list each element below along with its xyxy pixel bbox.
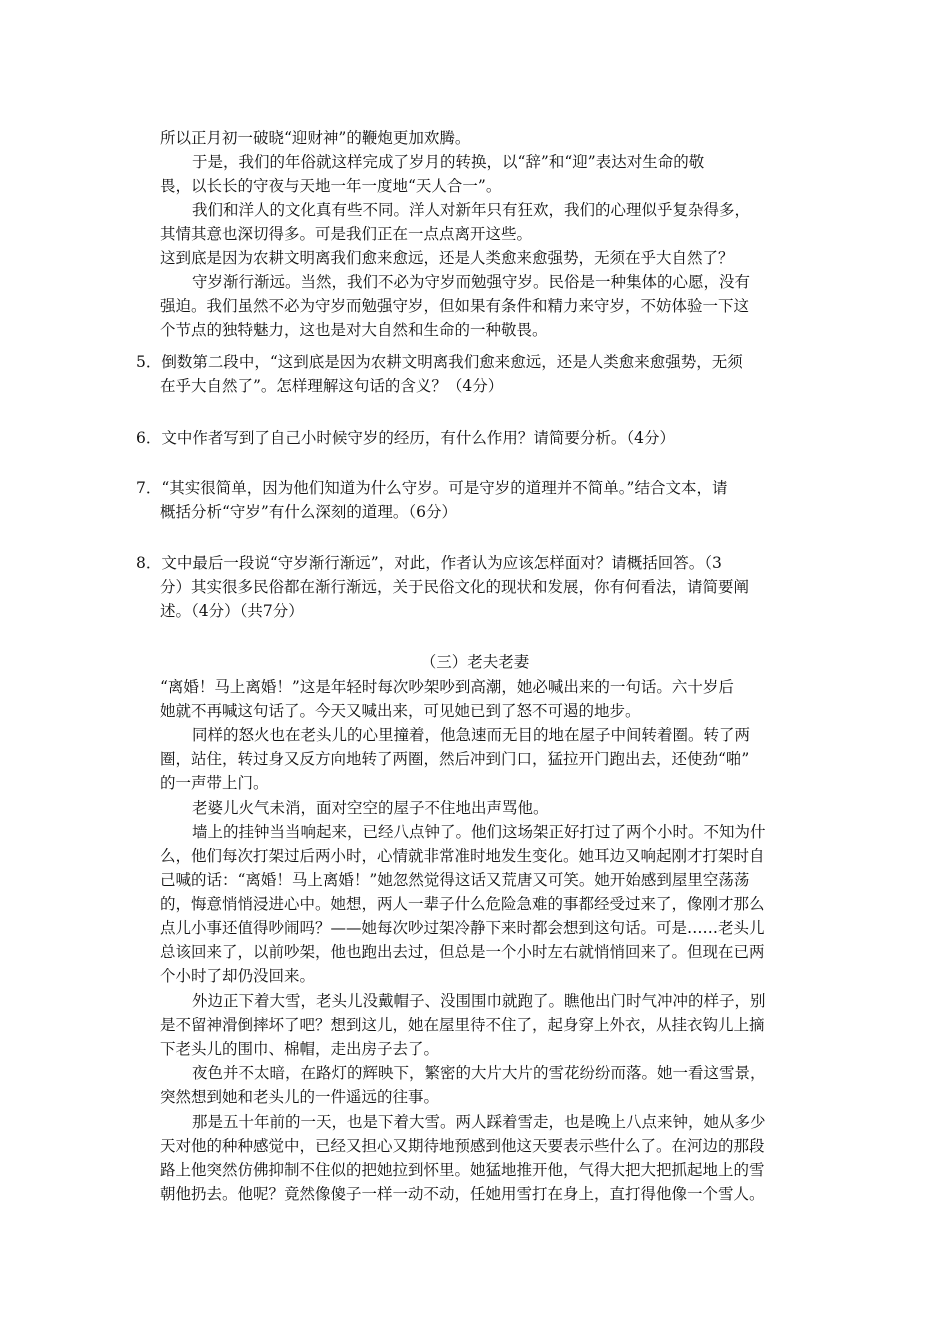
essay-line: 畏，以长长的守夜与天地一年一度地“天人合一”。	[160, 177, 502, 195]
essay-line: 这到底是因为农耕文明离我们愈来愈远，还是人类愈来愈强势，无须在乎大自然了？	[160, 249, 734, 267]
essay-line: 于是，我们的年俗就这样完成了岁月的转换，以“辞”和“迎”表达对生命的敬	[192, 153, 705, 171]
question-5-line: 5．倒数第二段中，“这到底是因为农耕文明离我们愈来愈远，还是人类愈来愈强势，无须	[136, 353, 743, 371]
question-8-line: 分）其实很多民俗都在渐行渐远，关于民俗文化的现状和发展，你有何看法，请简要阐	[160, 578, 750, 596]
essay-line: 我们和洋人的文化真有些不同。洋人对新年只有狂欢，我们的心理似乎复杂得多，	[192, 201, 751, 219]
essay-line: 所以正月初一破晓“迎财神”的鞭炮更加欢腾。	[160, 129, 471, 147]
story-line: 外边正下着大雪，老头儿没戴帽子、没围围巾就跑了。瞧他出门时气冲冲的样子，别	[192, 992, 766, 1010]
story-line: 么，他们每次打架过后两小时，心情就非常准时地发生变化。她耳边又响起刚才打架时自	[160, 847, 765, 865]
story-line: 夜色并不太暗，在路灯的辉映下，繁密的大片大片的雪花纷纷而落。她一看这雪景，	[192, 1064, 766, 1082]
story-line: 圈，站住，转过身又反方向地转了两圈，然后冲到门口，猛拉开门跑出去，还使劲“啪”	[160, 750, 750, 768]
story-line: 是不留神滑倒摔坏了吧？想到这儿，她在屋里待不住了，起身穿上外衣，从挂衣钩儿上摘	[160, 1016, 765, 1034]
story-line: 墙上的挂钟当当响起来，已经八点钟了。他们这场架正好打过了两个小时。不知为什	[192, 823, 766, 841]
question-6-line: 6．文中作者写到了自己小时候守岁的经历，有什么作用？请简要分析。（4分）	[136, 429, 675, 447]
story-line: 的，悔意悄悄浸进心中。她想，两人一辈子什么危险急难的事都经受过来了，像刚才那么	[160, 895, 765, 913]
story-line: 那是五十年前的一天，也是下着大雪。两人踩着雪走，也是晚上八点来钟，她从多少	[192, 1113, 766, 1131]
story-line: 路上他突然仿佛抑制不住似的把她拉到怀里。她猛地推开他，气得大把大把抓起地上的雪	[160, 1161, 765, 1179]
story-line: 她就不再喊这句话了。今天又喊出来，可见她已到了怒不可遏的地步。	[160, 702, 641, 720]
story-line: 朝他扔去。他呢？竟然像傻子一样一动不动，任她用雪打在身上，直打得他像一个雪人。	[160, 1185, 765, 1203]
question-7-line: 概括分析“守岁”有什么深刻的道理。（6分）	[160, 503, 457, 521]
story-line: 个小时了却仍没回来。	[160, 967, 316, 985]
story-line: 的一声带上门。	[160, 774, 269, 792]
question-8-line: 述。（4分）（共7分）	[160, 602, 304, 620]
story-line: 突然想到她和老头儿的一件遥远的往事。	[160, 1088, 440, 1106]
question-8-line: 8．文中最后一段说“守岁渐行渐远”，对此，作者认为应该怎样面对？请概括回答。（3	[136, 554, 722, 572]
question-5-line: 在乎大自然了”。怎样理解这句话的含义？（4分）	[160, 377, 504, 395]
section-title: （三）老夫老妻	[420, 653, 530, 671]
story-line: 总该回来了，以前吵架，他也跑出去过，但总是一个小时左右就悄悄回来了。但现在已两	[160, 943, 765, 961]
story-line: 点儿小事还值得吵闹吗？——她每次吵过架冷静下来时都会想到这句话。可是……老头儿	[160, 919, 765, 937]
essay-line: 个节点的独特魅力，这也是对大自然和生命的一种敬畏。	[160, 321, 548, 339]
story-line: 天对他的种种感觉中，已经又担心又期待地预感到他这天要表示些什么了。在河边的那段	[160, 1137, 765, 1155]
essay-line: 守岁渐行渐远。当然，我们不必为守岁而勉强守岁。民俗是一种集体的心愿，没有	[192, 273, 751, 291]
story-line: 老婆儿火气未消，面对空空的屋子不住地出声骂他。	[192, 799, 549, 817]
essay-line: 强迫。我们虽然不必为守岁而勉强守岁，但如果有条件和精力来守岁，不妨体验一下这	[160, 297, 750, 315]
question-7-line: 7．“其实很简单，因为他们知道为什么守岁。可是守岁的道理并不简单。”结合文本，请	[136, 479, 728, 497]
essay-line: 其情其意也深切得多。可是我们正在一点点离开这些。	[160, 225, 533, 243]
story-line: 己喊的话：“离婚！马上离婚！”她忽然觉得这话又荒唐又可笑。她开始感到屋里空荡荡	[160, 871, 750, 889]
story-line: 同样的怒火也在老头儿的心里撞着，他急速而无目的地在屋子中间转着圈。转了两	[192, 726, 751, 744]
story-line: “离婚！马上离婚！”这是年轻时每次吵架吵到高潮，她必喊出来的一句话。六十岁后	[160, 678, 734, 696]
story-line: 下老头儿的围巾、棉帽，走出房子去了。	[160, 1040, 440, 1058]
